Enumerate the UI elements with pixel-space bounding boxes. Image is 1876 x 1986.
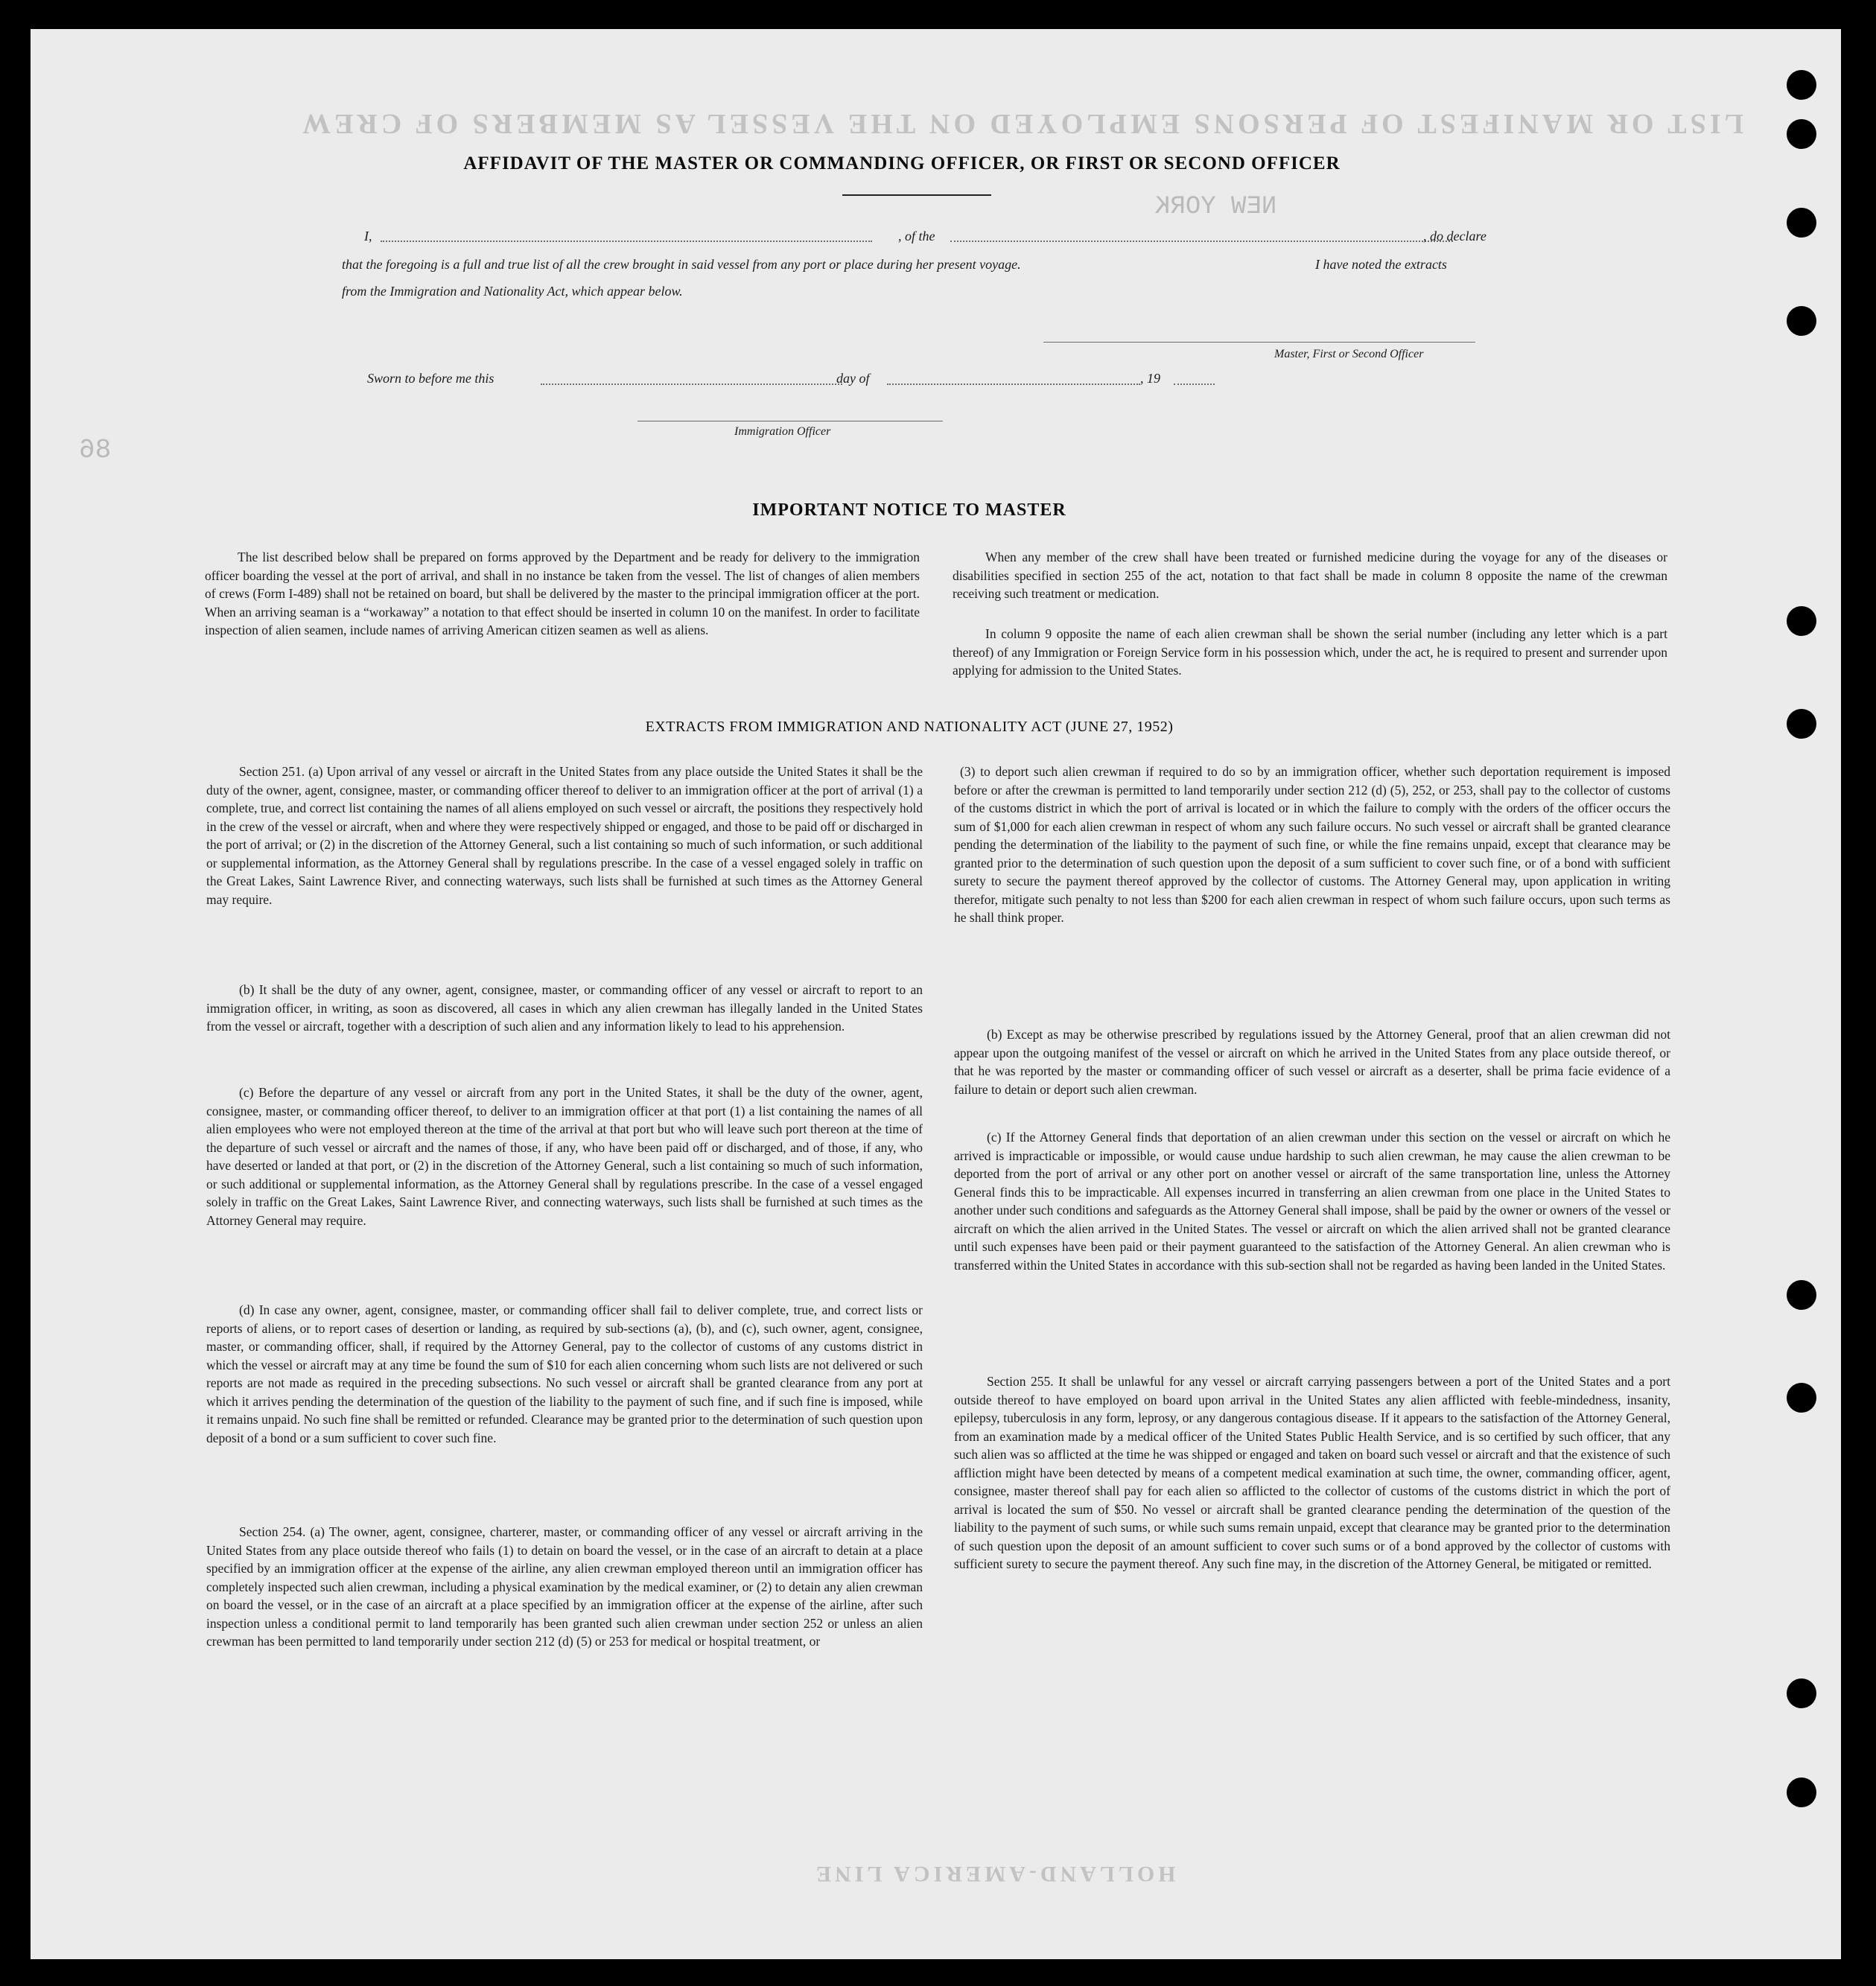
declare-label: , do declare [1423, 229, 1487, 244]
extract-section-254a-cont: (3) to deport such alien crewman if required to do so by an immigration officer, whether such deportation requirement is imposed before or after the crewman is permitted to land temporarily under section 212 (d) (5), 252, or 253, shall pay to the collector of customs of the customs district in which the port of arrival is located or in which the failure to comply with the orders of the officer occurs the sum of $1,000 for each alien crewman in respect of whom any such failure occurs. No such vessel or aircraft shall be granted clearance pending the determination of the liability to the payment of such fine, or while the fine remains unpaid, except that clearance may be granted prior to the determination of such question upon the deposit of a sum sufficient to cover such fine, or of a bond with sufficient surety to secure the payment thereof approved by the collector of customs. The Attorney General may, upon application in writing therefor, mitigate such penalty to not less than $200 for each alien crewman in respect of whom such failure occurs, upon such terms as he shall think proper. [954, 764, 1670, 925]
vessel-label: , of the [898, 229, 935, 244]
notice-title: IMPORTANT NOTICE TO MASTER [752, 500, 1066, 520]
year-label: , 19 [1140, 371, 1160, 386]
notice-left-paragraph: The list described below shall be prepared on forms approved by the Department and be ready for delivery to the immigration officer boarding the vessel at the port of arrival, and shall in no instance be taken from the vessel. The list of changes of alien members of crews (Form I-489) shall not be retained on board, but shall be delivered by the master to the principal immigration officer at the port. When an arriving seaman is a “workaway” a notation to that effect should be inserted in column 10 on the manifest. In order to facilitate inspection of alien seamen, include names of arriving American citizen seamen as well as aliens. [205, 550, 920, 637]
notice-right-paragraph-1: When any member of the crew shall have been treated or furnished medicine during the voyage for any of the diseases or disabilities specified in section 255 of the act, notation to that fact shall be made in column 8 opposite the name of the crewman receiving such treatment or medication. [953, 550, 1667, 601]
extract-section-251a: Section 251. (a) Upon arrival of any vessel or aircraft in the United States from any place outside the United States it shall be the duty of the owner, agent, consignee, master, or commanding officer thereof to deliver to an immigration officer at the port of arrival (1) a complete, true, and correct list containing the names of all aliens employed on such vessel or aircraft, the positions they respectively hold in the crew of the vessel or aircraft, when and where they were respectively shipped or engaged, and those to be paid off or discharged in the port of arrival; or (2) in the discretion of the Attorney General, such a list containing so much of such information, or such additional or supplemental information, as the Attorney General shall by regulations prescribe. In the case of a vessel engaged solely in traffic on the Great Lakes, Saint Lawrence River, and connecting waterways, such lists shall be furnished at such times as the Attorney General may require. [206, 764, 923, 907]
extract-section-255: Section 255. It shall be unlawful for any vessel or aircraft carrying passengers between a port of the United States and a port outside thereof to have employed on board upon arrival in the United States any alien afflicted with feeble-mindedness, insanity, epilepsy, tuberculosis in any form, leprosy, or any dangerous contagious disease. If it appears to the satisfaction of the Attorney General, from an examination made by a medical officer of the United States Public Health Service, and is so certified by such officer, that any such alien was so afflicted at the time he was shipped or engaged and taken on board such vessel or aircraft and that the existence of such affliction might have been detected by means of a competent medical examination at such time, the owner, commanding officer, agent, consignee, master thereof shall pay for each alien so afflicted to the collector of customs of the customs district in which the port of arrival is located the sum of $50. No vessel or aircraft shall be granted clearance pending the determination of the question of the liability to the payment of such sums, or while such sums remain unpaid, except that clearance may be granted prior to the determination of such question upon the deposit of an amount sufficient to cover such sums or of a bond approved by the collector of customs with sufficient surety to secure the payment thereof. Any such fine may, in the discretion of the Attorney General, be mitigated or remitted. [954, 1374, 1670, 1571]
extract-section-251c: (c) Before the departure of any vessel or aircraft from any port in the United States, it shall be the duty of the owner, agent, consignee, master, or commanding officer thereof, to deliver to an immigration officer at that port (1) a list containing the names of all alien employees who were not employed thereon at the time of the arrival at that port but who will leave such port thereon at the time of the departure of such vessel or aircraft and the names of those, if any, who have been paid off or discharged, and of those, if any, who have deserted or landed at that port, or (2) in the discretion of the Attorney General, such a list containing so much of such information, or such additional or supplemental information, as the Attorney General shall by regulations prescribe. In the case of a vessel engaged solely in traffic on the Great Lakes, Saint Lawrence River, and connecting waterways, such lists shall be furnished at such times as the Attorney General may require. [206, 1085, 923, 1228]
declaration-text-act: from the Immigration and Nationality Act, which appear below. [342, 284, 683, 299]
title-rule [842, 194, 991, 196]
officer-signature-label: Immigration Officer [734, 425, 831, 438]
bleed-through-page-number: 86 [79, 435, 112, 465]
binder-hole [1787, 306, 1816, 336]
extract-section-254c: (c) If the Attorney General finds that deportation of an alien crewman under this section on the vessel or aircraft on which he arrived is impracticable or impossible, or would cause undue hardship to such alien crewman, he may cause the alien crewman to be deported from the port of arrival or any other port on another vessel or aircraft of the same transportation line, unless the Attorney General finds this to be impracticable. All expenses incurred in transferring an alien crewman from one place in the United States to another under such conditions and safeguards as the Attorney General shall impose, shall be paid by the owner or owners of the vessel or aircraft on which the alien arrived in the United States. The vessel or aircraft on which the alien arrived shall not be granted clearance until such expenses have been paid or their payment guaranteed to the satisfaction of the Attorney General. An alien crewman who is transferred within the United States in accordance with this sub-section shall not be regarded as having been landed in the United States. [954, 1130, 1670, 1273]
vessel-name-field[interactable] [950, 241, 1453, 242]
binder-hole [1787, 1777, 1816, 1807]
extracts-title: EXTRACTS FROM IMMIGRATION AND NATIONALITY ACT (JUNE 27, 1952) [645, 719, 1174, 735]
master-signature-field[interactable] [1043, 342, 1475, 343]
binder-hole [1787, 119, 1816, 149]
extract-section-251b: (b) It shall be the duty of any owner, agent, consignee, master, or commanding officer of any vessel or aircraft to report to an immigration officer, in writing, as soon as discovered, all cases in which any alien crewman has illegally landed in the United States from the vessel or aircraft, together with a description of such alien and any information likely to lead to his apprehension. [206, 982, 923, 1034]
day-of-label: day of [836, 371, 870, 386]
binder-hole [1787, 208, 1816, 238]
affidavit-title: AFFIDAVIT OF THE MASTER OR COMMANDING OFFICER, OR FIRST OR SECOND OFFICER [463, 153, 1341, 174]
sworn-year-field[interactable] [1174, 383, 1215, 385]
binder-hole [1787, 1383, 1816, 1413]
bleed-through-header: LIST OR MANIFEST OF PERSONS EMPLOYED ON THE VESSEL AS MEMBERS OF CREW [299, 108, 1743, 139]
declaration-text-extracts: I have noted the extracts [1315, 257, 1447, 272]
binder-hole [1787, 1280, 1816, 1310]
extract-section-251d: (d) In case any owner, agent, consignee, master, or commanding officer shall fail to deliver complete, true, and correct lists or reports of aliens, or to report cases of desertion or landing, as required by sub-sections (a), (b), and (c), such owner, agent, consignee, master, or commanding officer, shall, if required by the Attorney General, pay to the collector of customs of any customs district in which the vessel or aircraft may at any time be found the sum of $10 for each alien concerning whom such lists are not delivered or such reports are not made as required in the preceding subsections. No such vessel or aircraft shall be granted clearance from any port at which it arrives pending the determination of the question of the liability to the payment of such fine, and if such fine is imposed, while it remains unpaid. No such fine shall be remitted or refunded. Clearance may be granted prior to the determination of such question upon deposit of a bond or a sum sufficient to cover such fine. [206, 1302, 923, 1445]
affiant-name-label: I, [364, 229, 372, 244]
bleed-through-port: NEW YORK [1155, 193, 1277, 221]
sworn-day-field[interactable] [541, 383, 842, 385]
bleed-through-footer: HOLLAND-AMERICA LINE [813, 1862, 1176, 1886]
document-page [31, 29, 1841, 1959]
extract-section-254b: (b) Except as may be otherwise prescribed by regulations issued by the Attorney General, proof that an alien crewman did not appear upon the outgoing manifest of the vessel or aircraft on which he arrived in the United States from any place outside thereof, or that he was reported by the master or commanding officer of such vessel or aircraft as a deserter, shall be prima facie evidence of a failure to detain or deport such alien crewman. [954, 1027, 1670, 1097]
binder-hole [1787, 606, 1816, 636]
binder-hole [1787, 1678, 1816, 1708]
sworn-month-field[interactable] [887, 383, 1140, 385]
binder-hole [1787, 70, 1816, 100]
extract-section-254a: Section 254. (a) The owner, agent, consignee, charterer, master, or commanding officer of any vessel or aircraft arriving in the United States from any place outside thereof who fails (1) to detain on board the vessel, or in the case of an aircraft to detain at a place specified by an immigration officer at the expense of the airline, any alien crewman employed thereon until an immigration officer has completely inspected such alien crewman, including a physical examination by the medical examiner, or (2) to detain any alien crewman on board the vessel, or in the case of an aircraft at a place specified by an immigration officer at the expense of the airline, after such inspection unless a conditional permit to land temporarily has been granted such alien crewman under section 252 or unless an alien crewman has been permitted to land temporarily under section 212 (d) (5) or 253 for medical or hospital treatment, or [206, 1524, 923, 1649]
sworn-label: Sworn to before me this [367, 371, 495, 386]
notice-right-paragraph-2: In column 9 opposite the name of each alien crewman shall be shown the serial number (including any letter which is a part thereof) of any Immigration or Foreign Service form in his possession which, under the act, he is required to present and surrender upon applying for admission to the United States. [953, 626, 1667, 678]
declaration-text: that the foregoing is a full and true list of all the crew brought in said vessel from any port or place during her present voyage. [342, 257, 1021, 272]
affiant-name-field[interactable] [381, 241, 872, 242]
binder-hole [1787, 709, 1816, 739]
master-signature-label: Master, First or Second Officer [1274, 348, 1424, 360]
